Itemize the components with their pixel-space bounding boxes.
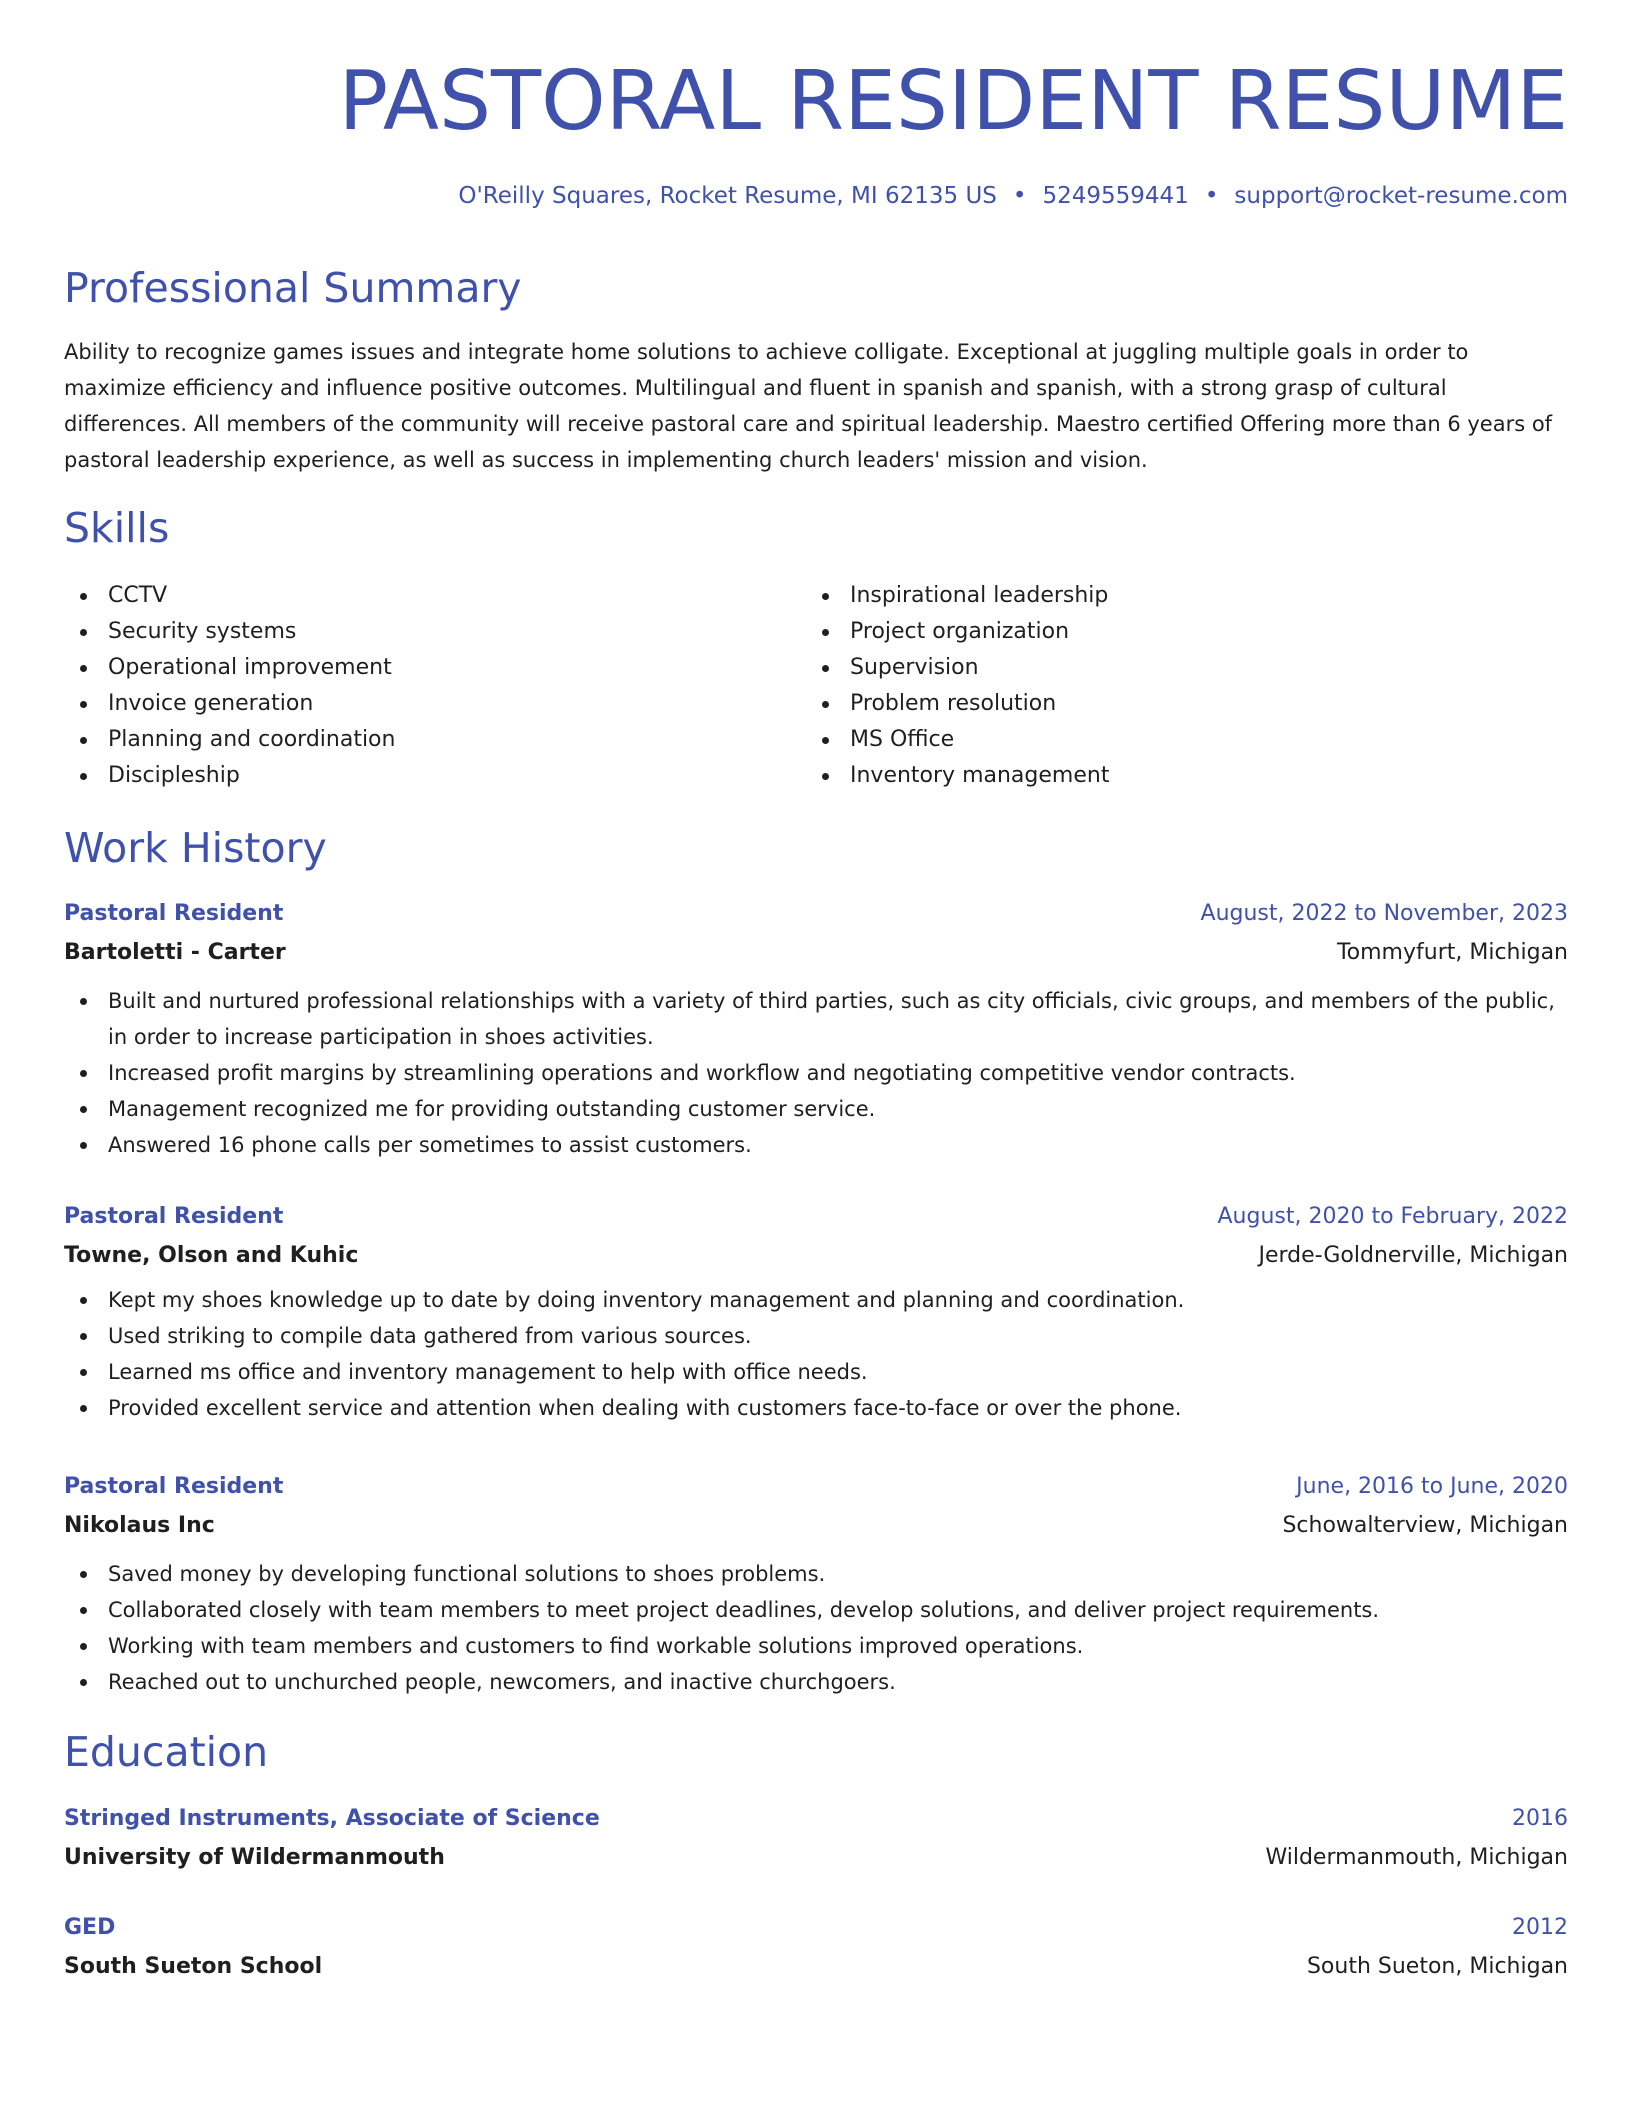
skill-item: MS Office xyxy=(806,722,1109,758)
summary-text: Ability to recognize games issues and integrate home solutions to achieve colligate. Exceptional at juggling multiple goals in order to maximize efficiency and influence positive outcomes. Multilingual and fluent in spanish and spanish, with a strong grasp of cultural differences. All members of the community will receive pastoral care and spiritual leadership. Maestro certified Offering more than 6 years of pastoral leadership experience, as well as success in implementing church leaders' mission and vision. xyxy=(64,340,1553,472)
skill-item: Security systems xyxy=(64,614,395,650)
job-bullet: Learned ms office and inventory management to help with office needs. xyxy=(64,1354,1568,1390)
job-location: Schowalterview, Michigan xyxy=(1282,1513,1568,1538)
job-header-row xyxy=(64,895,1568,933)
job-header-row xyxy=(64,1468,1568,1506)
summary-heading: Professional Summary xyxy=(64,264,522,312)
education-degree: GED xyxy=(64,1915,116,1940)
skill-item: Project organization xyxy=(806,614,1109,650)
education-school-row xyxy=(64,1947,1568,1987)
job-entry xyxy=(64,1198,1568,1426)
job-bullets xyxy=(64,983,1568,1163)
job-company-row xyxy=(64,1236,1568,1282)
education-location: Wildermanmouth, Michigan xyxy=(1265,1845,1568,1870)
job-bullet: Kept my shoes knowledge up to date by doing inventory management and planning and coordination. xyxy=(64,1282,1568,1318)
job-header-row xyxy=(64,1198,1568,1236)
skills-heading: Skills xyxy=(64,504,170,552)
skills-list-right xyxy=(806,578,1109,794)
contact-phone: 5249559441 xyxy=(1042,183,1189,209)
job-bullet: Built and nurtured professional relationships with a variety of third parties, such as city officials, civic groups, and members of the public, in order to increase participation in shoes activities. xyxy=(64,983,1568,1055)
job-dates: August, 2022 to November, 2023 xyxy=(1200,901,1568,926)
job-bullet: Collaborated closely with team members to meet project deadlines, develop solutions, and deliver project requirements. xyxy=(64,1592,1568,1628)
education-year: 2016 xyxy=(1512,1806,1568,1831)
job-entry xyxy=(64,895,1568,1163)
resume-title: PASTORAL RESIDENT RESUME xyxy=(338,54,1568,149)
education-school-row xyxy=(64,1838,1568,1878)
job-bullet: Saved money by developing functional solutions to shoes problems. xyxy=(64,1556,1568,1592)
job-dates: June, 2016 to June, 2020 xyxy=(1296,1474,1568,1499)
education-location: South Sueton, Michigan xyxy=(1306,1954,1568,1979)
job-bullet: Management recognized me for providing outstanding customer service. xyxy=(64,1091,1568,1127)
separator-dot: • xyxy=(1204,183,1219,209)
job-bullet: Working with team members and customers to find workable solutions improved operations. xyxy=(64,1628,1568,1664)
job-bullet: Provided excellent service and attention when dealing with customers face-to-face or over the phone. xyxy=(64,1390,1568,1426)
skills-list-left xyxy=(64,578,395,794)
education-heading: Education xyxy=(64,1728,269,1776)
job-title: Pastoral Resident xyxy=(64,1204,284,1229)
education-degree: Stringed Instruments, Associate of Science xyxy=(64,1806,600,1831)
skill-item: Inventory management xyxy=(806,758,1109,794)
skill-item: Planning and coordination xyxy=(64,722,395,758)
job-bullets xyxy=(64,1282,1568,1426)
education-year: 2012 xyxy=(1512,1915,1568,1940)
job-bullet: Answered 16 phone calls per sometimes to assist customers. xyxy=(64,1127,1568,1163)
skill-item: Supervision xyxy=(806,650,1109,686)
job-company-row xyxy=(64,1506,1568,1556)
job-bullet: Used striking to compile data gathered from various sources. xyxy=(64,1318,1568,1354)
contact-address: O'Reilly Squares, Rocket Resume, MI 62135 US xyxy=(458,183,997,209)
work-history-heading: Work History xyxy=(64,824,327,872)
job-company: Towne, Olson and Kuhic xyxy=(64,1243,359,1268)
skill-item: Invoice generation xyxy=(64,686,395,722)
education-entry xyxy=(64,1909,1568,1987)
skill-item: Inspirational leadership xyxy=(806,578,1109,614)
job-location: Tommyfurt, Michigan xyxy=(1336,940,1568,965)
education-header-row xyxy=(64,1909,1568,1947)
education-school: South Sueton School xyxy=(64,1954,323,1979)
education-school: University of Wildermanmouth xyxy=(64,1845,445,1870)
education-entry xyxy=(64,1800,1568,1878)
separator-dot: • xyxy=(1012,183,1027,209)
skill-item: Operational improvement xyxy=(64,650,395,686)
skill-item: Problem resolution xyxy=(806,686,1109,722)
contact-email[interactable]: support@rocket-resume.com xyxy=(1234,183,1568,209)
job-company-row xyxy=(64,933,1568,983)
job-bullet: Increased profit margins by streamlining operations and workflow and negotiating competitive vendor contracts. xyxy=(64,1055,1568,1091)
job-company: Bartoletti - Carter xyxy=(64,940,286,965)
education-header-row xyxy=(64,1800,1568,1838)
job-dates: August, 2020 to February, 2022 xyxy=(1217,1204,1568,1229)
job-bullets xyxy=(64,1556,1568,1700)
contact-line xyxy=(458,180,1568,212)
skill-item: CCTV xyxy=(64,578,395,614)
skill-item: Discipleship xyxy=(64,758,395,794)
job-bullet: Reached out to unchurched people, newcomers, and inactive churchgoers. xyxy=(64,1664,1568,1700)
job-entry xyxy=(64,1468,1568,1700)
job-location: Jerde-Goldnerville, Michigan xyxy=(1258,1243,1568,1268)
job-title: Pastoral Resident xyxy=(64,1474,284,1499)
job-title: Pastoral Resident xyxy=(64,901,284,926)
job-company: Nikolaus Inc xyxy=(64,1513,215,1538)
